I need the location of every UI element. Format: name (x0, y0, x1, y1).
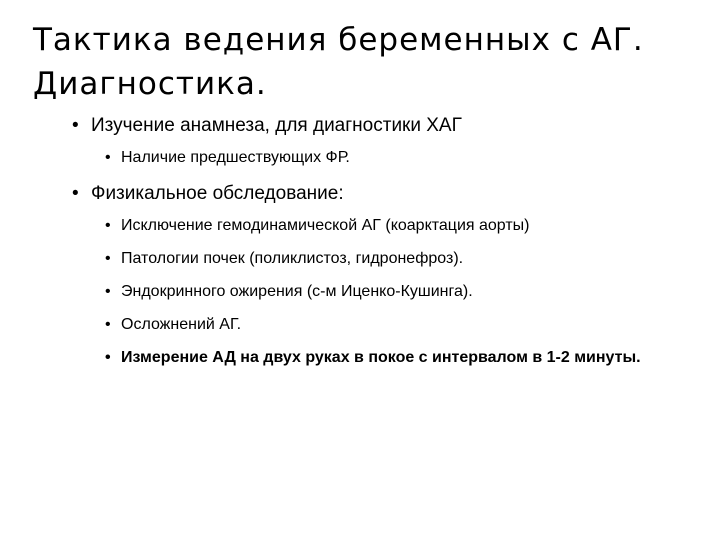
sub-bullet-text: Измерение АД на двух руках в покое с интервалом в 1-2 минуты. (121, 349, 641, 366)
bullet-icon: • (105, 149, 111, 166)
bullet-item-anamnesis (72, 112, 682, 172)
bullet-list (72, 112, 682, 380)
sub-bullet-text: Исключение гемодинамической АГ (коарктация аорты) (121, 217, 530, 234)
sub-bullet-text: Эндокринного ожирения (с-м Иценко-Кушинга). (121, 283, 473, 300)
bullet-icon: • (72, 183, 79, 204)
bullet-icon: • (105, 316, 111, 333)
sub-bullet-item (105, 311, 661, 339)
bullet-icon: • (105, 217, 111, 234)
sub-bullet-item (105, 212, 661, 240)
sub-bullet-item (105, 144, 661, 172)
sub-bullet-list (91, 212, 682, 372)
bullet-text: Физикальное обследование: (91, 183, 344, 204)
slide-title: Тактика ведения беременных с АГ. Диагностика. (33, 22, 644, 102)
bullet-icon: • (105, 349, 111, 366)
bullet-icon: • (105, 283, 111, 300)
sub-bullet-text: Патологии почек (поликлистоз, гидронефроз). (121, 250, 464, 267)
bullet-item-physical-exam (72, 180, 682, 372)
sub-bullet-text: Осложнений АГ. (121, 316, 242, 333)
bullet-text: Изучение анамнеза, для диагностики ХАГ (91, 115, 462, 136)
sub-bullet-text: Наличие предшествующих ФР. (121, 149, 350, 166)
sub-bullet-list (91, 144, 682, 172)
bullet-icon: • (72, 115, 79, 136)
bullet-icon: • (105, 250, 111, 267)
sub-bullet-item (105, 278, 661, 306)
sub-bullet-item (105, 245, 661, 273)
sub-bullet-item-emphasis (105, 344, 661, 372)
